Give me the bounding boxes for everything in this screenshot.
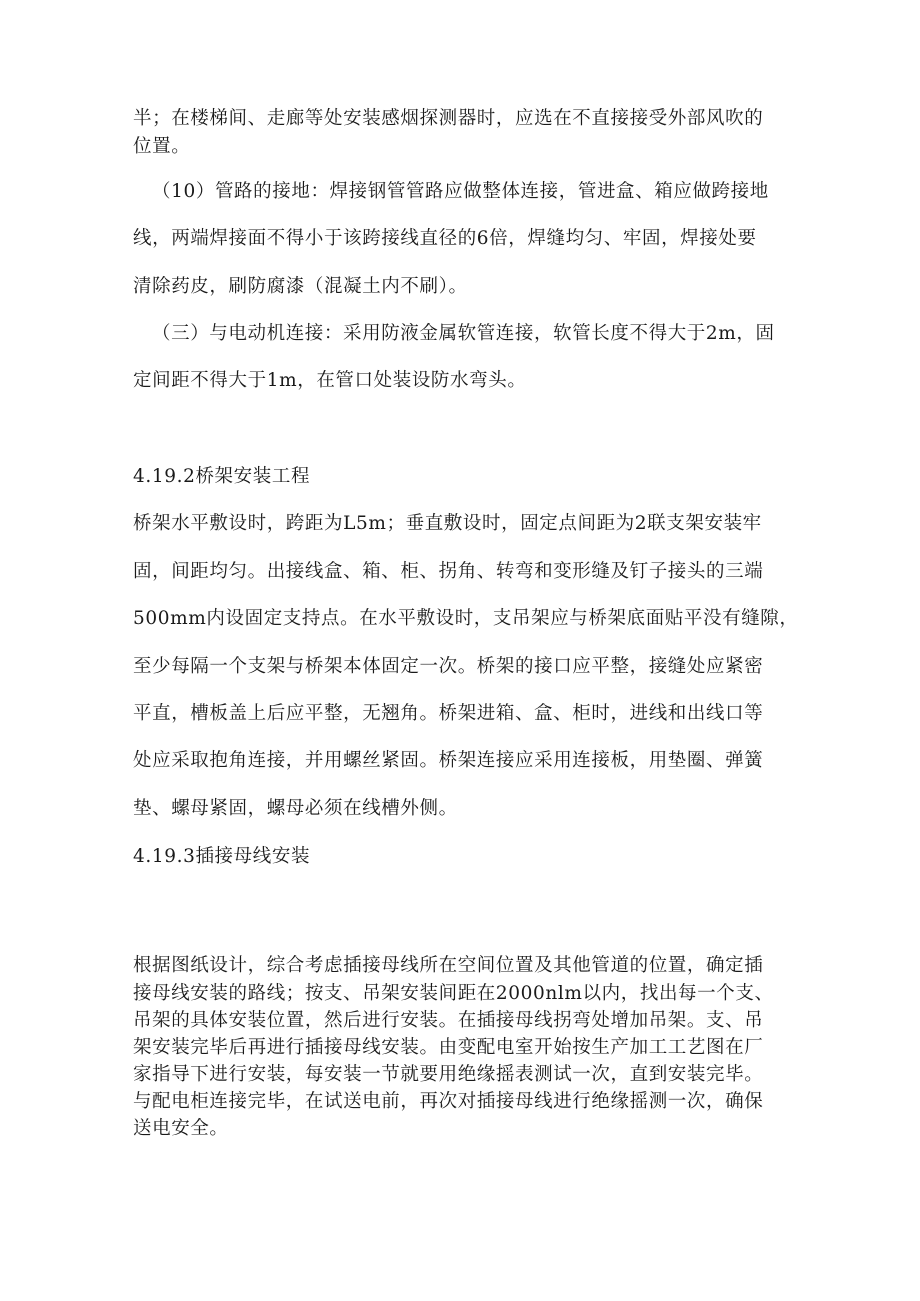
text-line: 平直，槽板盖上后应平整，无翘角。桥架进箱、盒、柜时，进线和出线口等 [133,703,764,724]
text-line: 桥架水平敷设时，跨距为L5m；垂直敷设时，固定点间距为2联支架安装牢 [133,513,762,534]
text-line: 定间距不得大于1m，在管口处装设防水弯头。 [133,370,527,391]
section-heading-cable-tray: 4.19.2桥架安装工程 [133,466,311,487]
text-line: 架安装完毕后再进行插接母线安装。由变配电室开始按生产加工工艺图在厂 [133,1037,764,1058]
text-line: 家指导下进行安装，每安装一节就要用绝缘摇表测试一次，直到安装完毕。 [133,1064,764,1085]
section-heading-busway: 4.19.3插接母线安装 [133,846,311,867]
text-line: 清除药皮，刷防腐漆（混凝土内不刷）。 [133,276,468,297]
text-line: 接母线安装的路线；按支、吊架安装间距在2000nlm以内，找出每一个支、 [133,983,774,1004]
text-line: 位置。 [133,136,191,157]
text-line: 根据图纸设计，综合考虑插接母线所在空间位置及其他管道的位置，确定插 [133,955,764,976]
text-line: （三）与电动机连接：采用防液金属软管连接，软管长度不得大于2m，固 [152,323,775,344]
text-line: （10）管路的接地：焊接钢管管路应做整体连接，管进盒、箱应做跨接地 [152,181,769,202]
text-line: 半；在楼梯间、走廊等处安装感烟探测器时，应选在不直接接受外部风吹的 [133,108,764,129]
text-line: 处应采取抱角连接，并用螺丝紧固。桥架连接应采用连接板，用垫圈、弹簧 [133,750,764,771]
text-line: 垫、螺母紧固，螺母必须在线槽外侧。 [133,798,458,819]
text-line: 500mm内设固定支持点。在水平敷设时，支吊架应与桥架底面贴平没有缝隙， [133,608,799,629]
text-line: 至少每隔一个支架与桥架本体固定一次。桥架的接口应平整，接缝处应紧密 [133,656,764,677]
text-line: 吊架的具体安装位置，然后进行安装。在插接母线拐弯处增加吊架。支、吊 [133,1010,764,1031]
text-line: 送电安全。 [133,1118,229,1139]
text-line: 与配电柜连接完毕，在试送电前，再次对插接母线进行绝缘摇测一次，确保 [133,1091,764,1112]
text-line: 固，间距均匀。出接线盒、箱、柜、拐角、转弯和变形缝及钉子接头的三端 [133,561,764,582]
text-line: 线，两端焊接面不得小于该跨接线直径的6倍，焊缝均匀、牢固，焊接处要 [133,228,757,249]
